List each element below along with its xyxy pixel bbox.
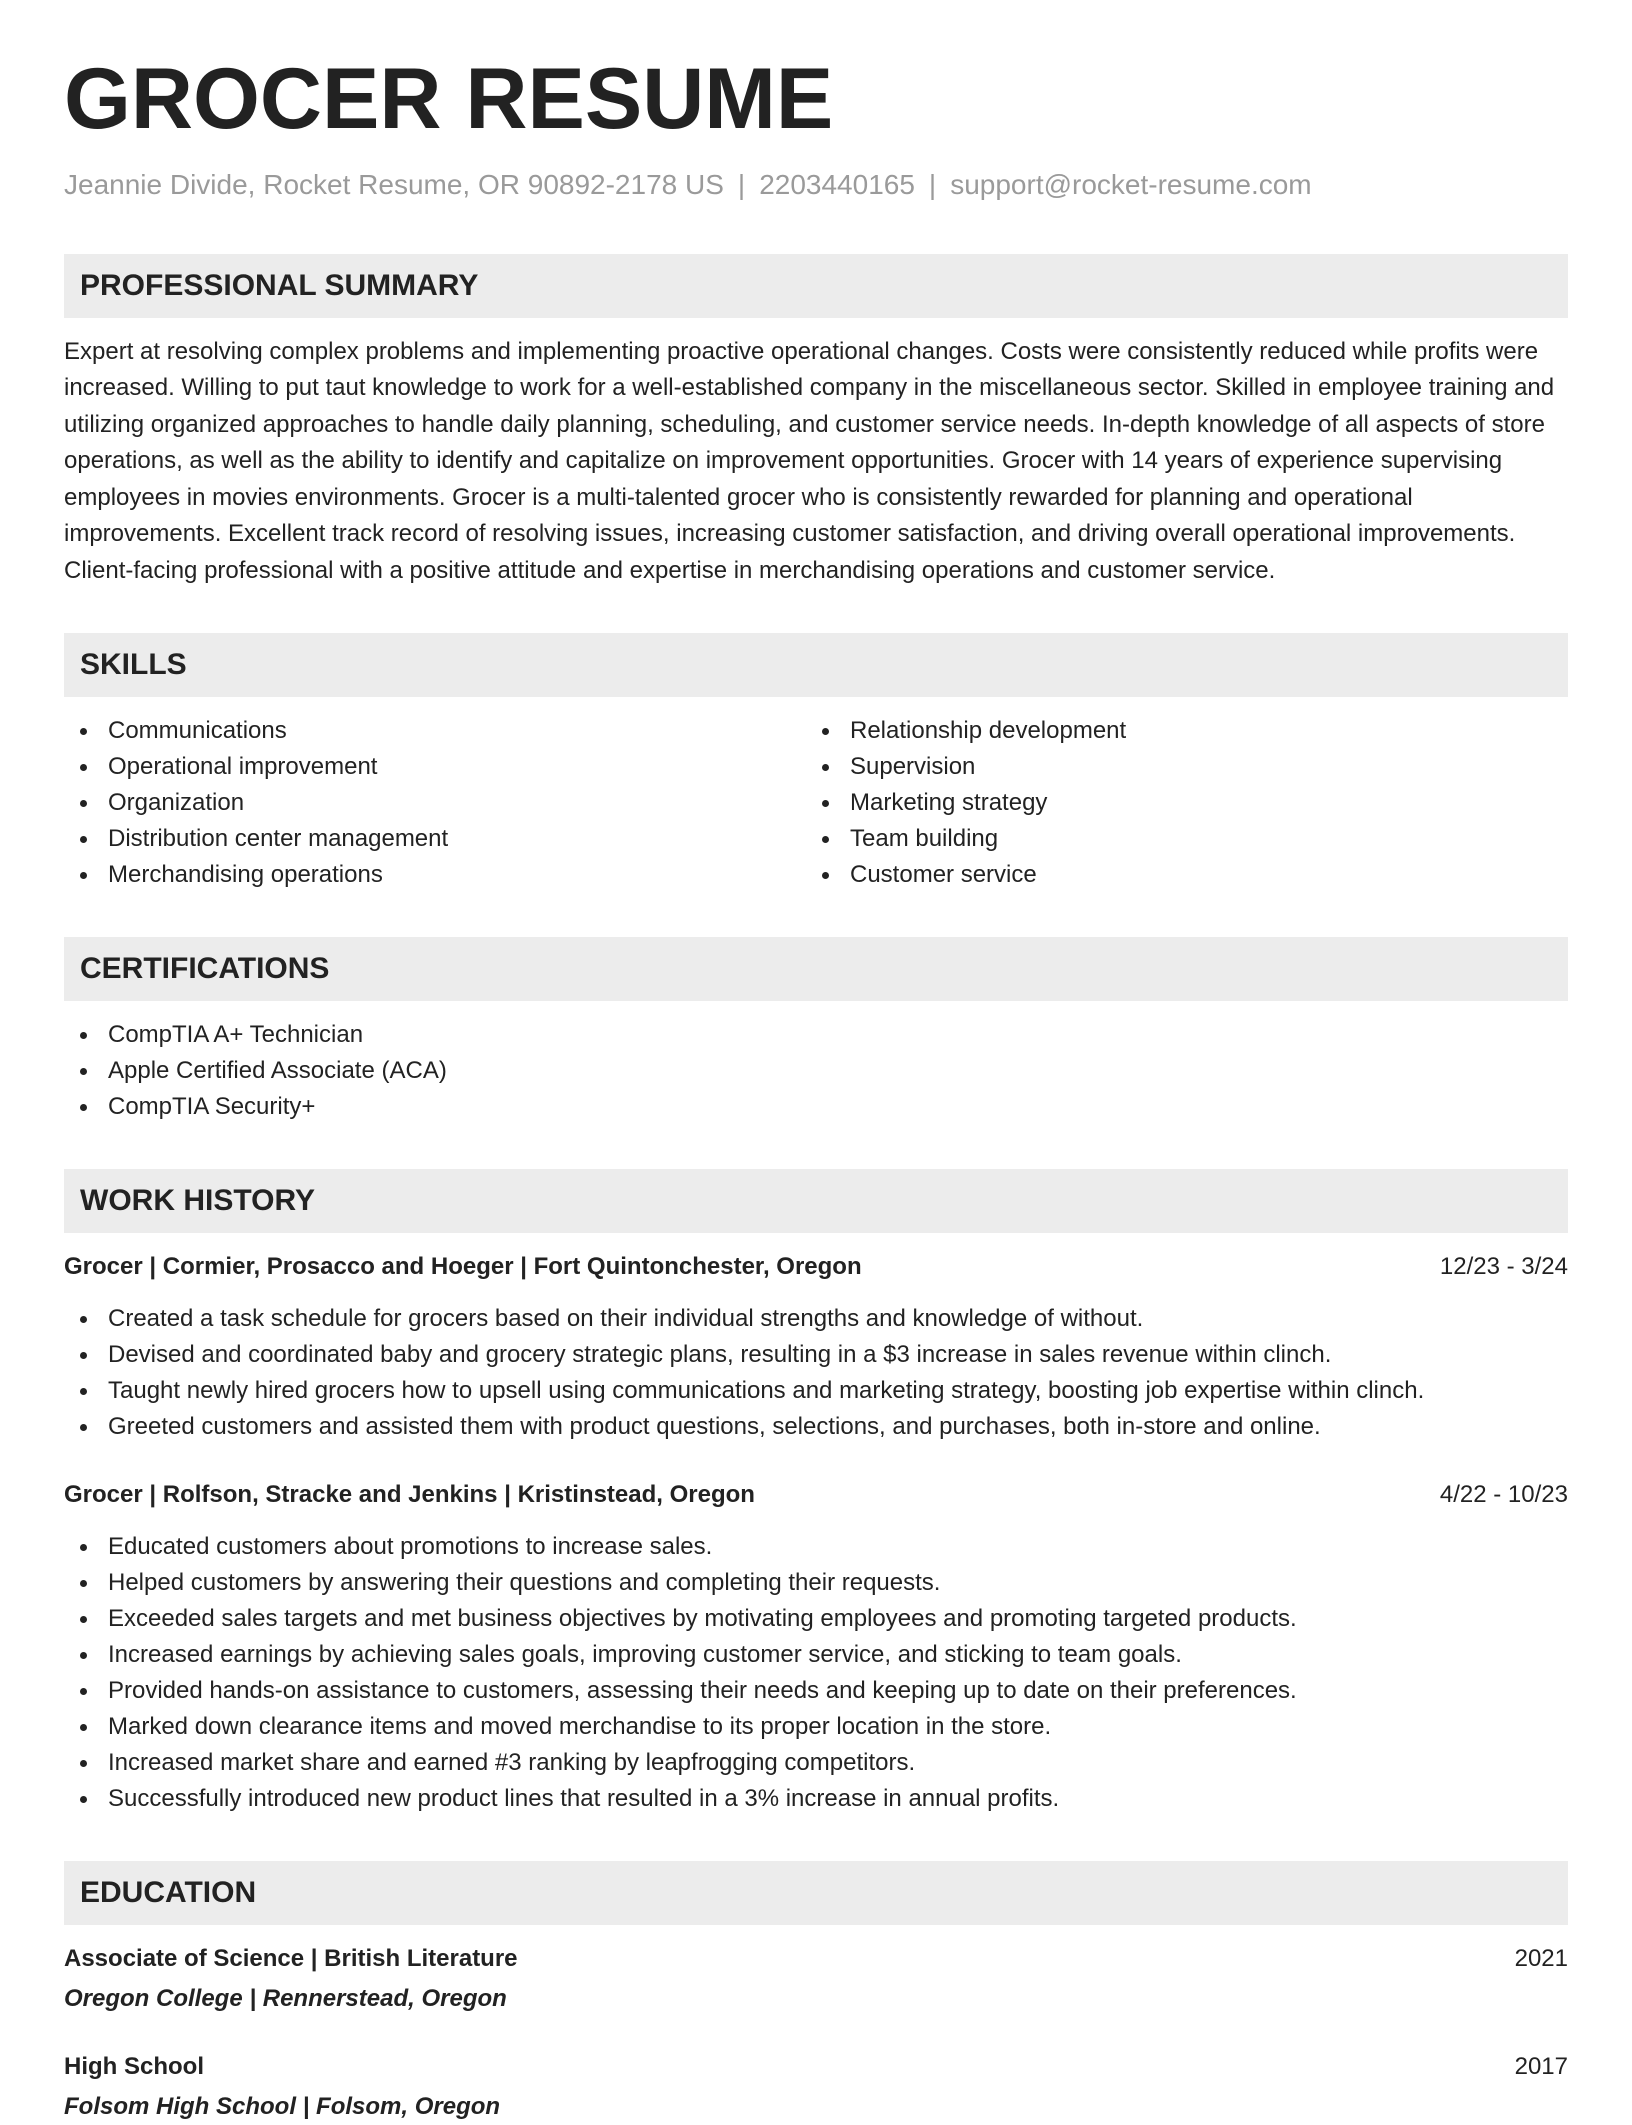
skill-item: Merchandising operations	[64, 857, 806, 893]
contact-email: support@rocket-resume.com	[950, 169, 1312, 200]
section-heading-education: EDUCATION	[64, 1861, 1568, 1925]
job-header	[64, 1249, 1568, 1285]
job-bullet: Provided hands-on assistance to customers, assessing their needs and keeping up to date on their preferences.	[64, 1673, 1568, 1709]
job-entry	[64, 1477, 1568, 1817]
job-bullet: Devised and coordinated baby and grocery strategic plans, resulting in a $3 increase in sales revenue within clinch.	[64, 1337, 1568, 1373]
skills-list	[64, 713, 1568, 893]
education-header	[64, 2049, 1568, 2085]
job-bullet: Successfully introduced new product lines that resulted in a 3% increase in annual profits.	[64, 1781, 1568, 1817]
job-bullet: Taught newly hired grocers how to upsell using communications and marketing strategy, boosting job expertise within clinch.	[64, 1373, 1568, 1409]
contact-separator: |	[928, 169, 937, 200]
contact-separator: |	[737, 169, 746, 200]
job-bullets	[64, 1529, 1568, 1817]
education-school: Oregon College | Rennerstead, Oregon	[64, 1985, 507, 2013]
resume-title: GROCER RESUME	[64, 51, 834, 147]
section-heading-certifications: CERTIFICATIONS	[64, 937, 1568, 1001]
job-bullets	[64, 1301, 1568, 1445]
education-entry	[64, 2049, 1568, 2125]
job-title: Grocer | Rolfson, Stracke and Jenkins | Kristinstead, Oregon	[64, 1481, 755, 1509]
job-bullet: Created a task schedule for grocers based on their individual strengths and knowledge of without.	[64, 1301, 1568, 1337]
job-title: Grocer | Cormier, Prosacco and Hoeger | Fort Quintonchester, Oregon	[64, 1253, 862, 1281]
skill-item: Team building	[806, 821, 1548, 857]
job-dates: 4/22 - 10/23	[1439, 1481, 1568, 1509]
skill-item: Distribution center management	[64, 821, 806, 857]
education-header	[64, 1941, 1568, 1977]
job-bullet: Helped customers by answering their questions and completing their requests.	[64, 1565, 1568, 1601]
education-degree: High School	[64, 2053, 204, 2081]
education-school: Folsom High School | Folsom, Oregon	[64, 2093, 501, 2121]
skill-item: Marketing strategy	[806, 785, 1548, 821]
certification-item: CompTIA A+ Technician	[64, 1017, 1568, 1053]
job-bullet: Marked down clearance items and moved merchandise to its proper location in the store.	[64, 1709, 1568, 1745]
job-bullet: Increased earnings by achieving sales goals, improving customer service, and sticking to team goals.	[64, 1637, 1568, 1673]
skill-item: Operational improvement	[64, 749, 806, 785]
contact-line	[64, 168, 1568, 202]
job-bullet: Greeted customers and assisted them with product questions, selections, and purchases, both in-store and online.	[64, 1409, 1568, 1445]
section-heading-summary: PROFESSIONAL SUMMARY	[64, 254, 1568, 318]
skill-item: Communications	[64, 713, 806, 749]
summary-text: Expert at resolving complex problems and implementing proactive operational changes. Costs were consistently reduced while profits were increased. Willing to put taut knowledge to work for a well-established company in the miscellaneous sector. Skilled in employee training and utilizing organized approaches to handle daily planning, scheduling, and customer service needs. In-depth knowledge of all aspects of store operations, as well as the ability to identify and capitalize on improvement opportunities. Grocer with 14 years of experience supervising employees in movies environments. Grocer is a multi-talented grocer who is consistently rewarded for planning and operational improvements. Excellent track record of resolving issues, increasing customer satisfaction, and driving overall operational improvements. Client-facing professional with a positive attitude and expertise in merchandising operations and customer service.	[64, 337, 1555, 584]
skill-item: Organization	[64, 785, 806, 821]
section-heading-work-history: WORK HISTORY	[64, 1169, 1568, 1233]
skills-column-right	[806, 713, 1548, 893]
certification-item: Apple Certified Associate (ACA)	[64, 1053, 1568, 1089]
job-dates: 12/23 - 3/24	[1439, 1253, 1568, 1281]
job-bullet: Educated customers about promotions to increase sales.	[64, 1529, 1568, 1565]
job-bullet: Increased market share and earned #3 ranking by leapfrogging competitors.	[64, 1745, 1568, 1781]
education-year: 2021	[1514, 1945, 1568, 1973]
education-entry	[64, 1941, 1568, 2017]
certifications-list	[64, 1017, 1568, 1125]
job-entry	[64, 1249, 1568, 1445]
skill-item: Supervision	[806, 749, 1548, 785]
skill-item: Customer service	[806, 857, 1548, 893]
contact-address: Jeannie Divide, Rocket Resume, OR 90892-2178 US	[64, 169, 724, 200]
skills-column-left	[64, 713, 806, 893]
contact-phone: 2203440165	[759, 169, 915, 200]
skill-item: Relationship development	[806, 713, 1548, 749]
certification-item: CompTIA Security+	[64, 1089, 1568, 1125]
job-bullet: Exceeded sales targets and met business objectives by motivating employees and promoting targeted products.	[64, 1601, 1568, 1637]
education-degree: Associate of Science | British Literature	[64, 1945, 518, 1973]
job-header	[64, 1477, 1568, 1513]
education-year: 2017	[1514, 2053, 1568, 2081]
section-heading-skills: SKILLS	[64, 633, 1568, 697]
